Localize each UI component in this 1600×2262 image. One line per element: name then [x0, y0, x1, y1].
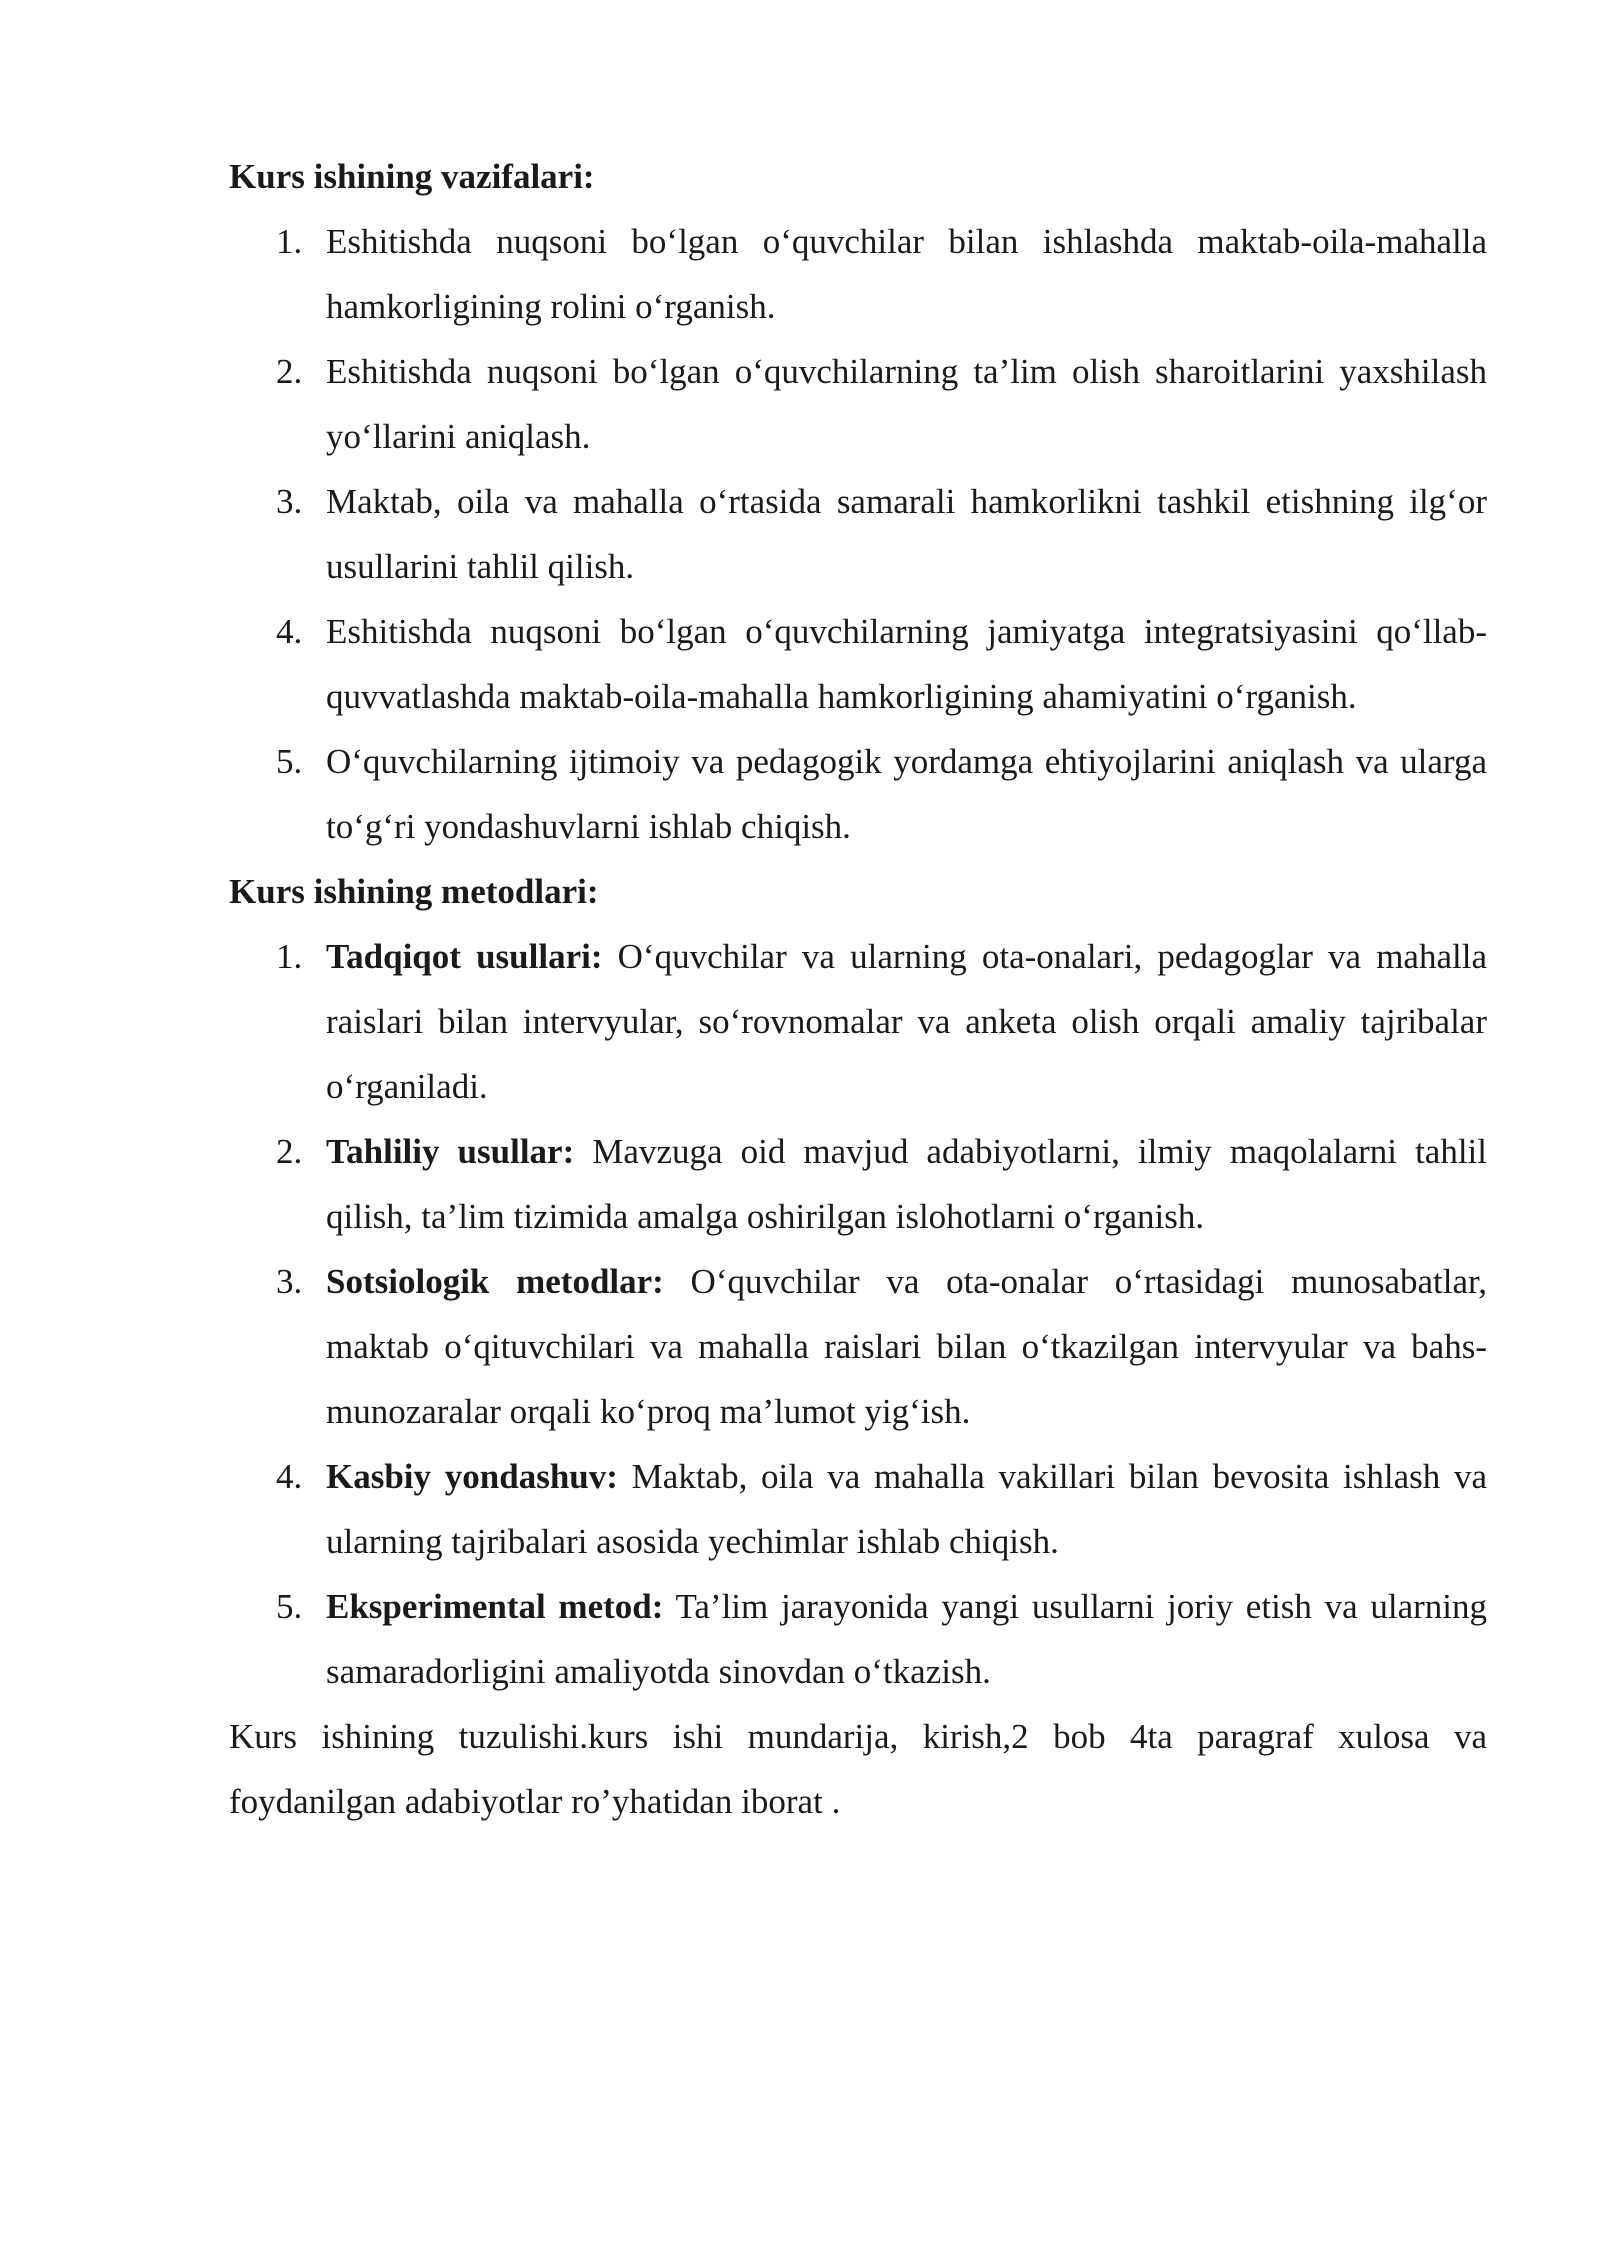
method-number: 5.: [276, 1587, 303, 1626]
method-text: O‘quvchilar va ularning ota-onalari, pedagoglar va mahalla raislari bilan intervyular, so‘rovnomalar va anketa olish orqali amaliy tajribalar o‘rganiladi.: [326, 937, 1487, 1106]
method-item: [276, 1249, 1487, 1444]
method-text: Mavzuga oid mavjud adabiyotlarni, ilmiy maqolalarni tahlil qilish, ta’lim tizimida amalga oshirilgan islohotlarni o‘rganish.: [326, 1132, 1487, 1236]
method-term: Eksperimental metod:: [326, 1587, 664, 1626]
task-text: Eshitishda nuqsoni bo‘lgan o‘quvchilar bilan ishlashda maktab-oila-mahalla hamkorligining rolini o‘rganish.: [326, 222, 1487, 326]
method-item: [276, 924, 1487, 1119]
method-item: [276, 1119, 1487, 1249]
page-content: [229, 144, 1487, 1834]
task-text: Maktab, oila va mahalla o‘rtasida samarali hamkorlikni tashkil etishning ilg‘or usullarini tahlil qilish.: [326, 482, 1487, 586]
tasks-list: [229, 209, 1487, 859]
method-item: [276, 1574, 1487, 1704]
task-text: Eshitishda nuqsoni bo‘lgan o‘quvchilarning ta’lim olish sharoitlarini yaxshilash yo‘llarini aniqlash.: [326, 352, 1487, 456]
task-number: 2.: [276, 352, 303, 391]
structure-paragraph: Kurs ishining tuzulishi.kurs ishi mundarija, kirish,2 bob 4ta paragraf xulosa va foydanilgan adabiyotlar ro’yhatidan iborat .: [229, 1717, 1487, 1821]
tasks-heading: Kurs ishining vazifalari:: [229, 157, 595, 196]
method-term: Sotsiologik metodlar:: [326, 1262, 664, 1301]
task-item: [276, 469, 1487, 599]
method-text: Maktab, oila va mahalla vakillari bilan bevosita ishlash va ularning tajribalari asosida yechimlar ishlab chiqish.: [326, 1457, 1488, 1561]
method-number: 4.: [276, 1457, 303, 1496]
task-number: 4.: [276, 612, 303, 651]
method-item: [276, 1444, 1488, 1574]
task-text: O‘quvchilarning ijtimoiy va pedagogik yordamga ehtiyojlarini aniqlash va ularga to‘g‘ri yondashuvlarni ishlab chiqish.: [326, 742, 1487, 846]
method-text: O‘quvchilar va ota-onalar o‘rtasidagi munosabatlar, maktab o‘qituvchilari va mahalla raislari bilan o‘tkazilgan intervyular va bahs-munozaralar orqali ko‘proq ma’lumot yig‘ish.: [326, 1262, 1487, 1431]
task-item: [276, 599, 1487, 729]
task-number: 1.: [276, 222, 303, 261]
method-term: Kasbiy yondashuv:: [326, 1457, 618, 1496]
task-number: 3.: [276, 482, 303, 521]
task-item: [276, 729, 1487, 859]
task-item: [276, 339, 1487, 469]
task-item: [276, 209, 1487, 339]
method-term: Tahliliy usullar:: [326, 1132, 575, 1171]
method-text: Ta’lim jarayonida yangi usullarni joriy etish va ularning samaradorligini amaliyotda sinovdan o‘tkazish.: [326, 1587, 1487, 1691]
methods-list: [229, 924, 1487, 1704]
methods-heading: Kurs ishining metodlari:: [229, 872, 599, 911]
method-number: 1.: [276, 937, 303, 976]
task-text: Eshitishda nuqsoni bo‘lgan o‘quvchilarning jamiyatga integratsiyasini qo‘llab-quvvatlashda maktab-oila-mahalla hamkorligining ahamiyatini o‘rganish.: [326, 612, 1487, 716]
method-number: 3.: [276, 1262, 303, 1301]
method-term: Tadqiqot usullari:: [326, 937, 603, 976]
method-number: 2.: [276, 1132, 303, 1171]
task-number: 5.: [276, 742, 303, 781]
